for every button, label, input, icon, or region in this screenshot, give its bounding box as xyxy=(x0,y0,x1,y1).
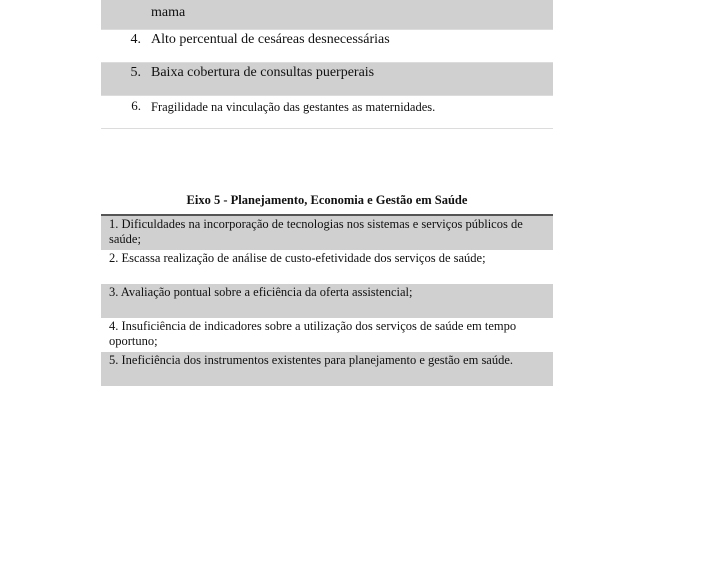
table-row: 2. Escassa realização de análise de custo-efetividade dos serviços de saúde; xyxy=(101,250,553,284)
axis5-table xyxy=(101,214,553,386)
row-number: 6. xyxy=(131,98,141,113)
row-text: mama xyxy=(151,5,186,20)
table-row: 5. Ineficiência dos instrumentos existentes para planejamento e gestão em saúde. xyxy=(101,352,553,386)
table-row: 3. Avaliação pontual sobre a eficiência da oferta assistencial; xyxy=(101,284,553,318)
table-row: 1. Dificuldades na incorporação de tecnologias nos sistemas e serviços públicos de saúde; xyxy=(101,216,553,250)
axis5-title: Eixo 5 - Planejamento, Economia e Gestão em Saúde xyxy=(186,193,468,207)
row-number: 5. xyxy=(130,65,141,80)
row-number: 4. xyxy=(130,32,141,47)
problems-table-continued xyxy=(101,0,553,129)
table-row xyxy=(101,30,553,63)
row-text: Fragilidade na vinculação das gestantes as maternidades. xyxy=(151,100,436,114)
table-row xyxy=(101,96,553,129)
row-text: Alto percentual de cesáreas desnecessárias xyxy=(151,32,390,47)
table-row xyxy=(101,63,553,96)
table-row xyxy=(101,0,553,30)
table-row: 4. Insuficiência de indicadores sobre a utilização dos serviços de saúde em tempo oportuno; xyxy=(101,318,553,352)
row-text: Baixa cobertura de consultas puerperais xyxy=(151,65,375,80)
